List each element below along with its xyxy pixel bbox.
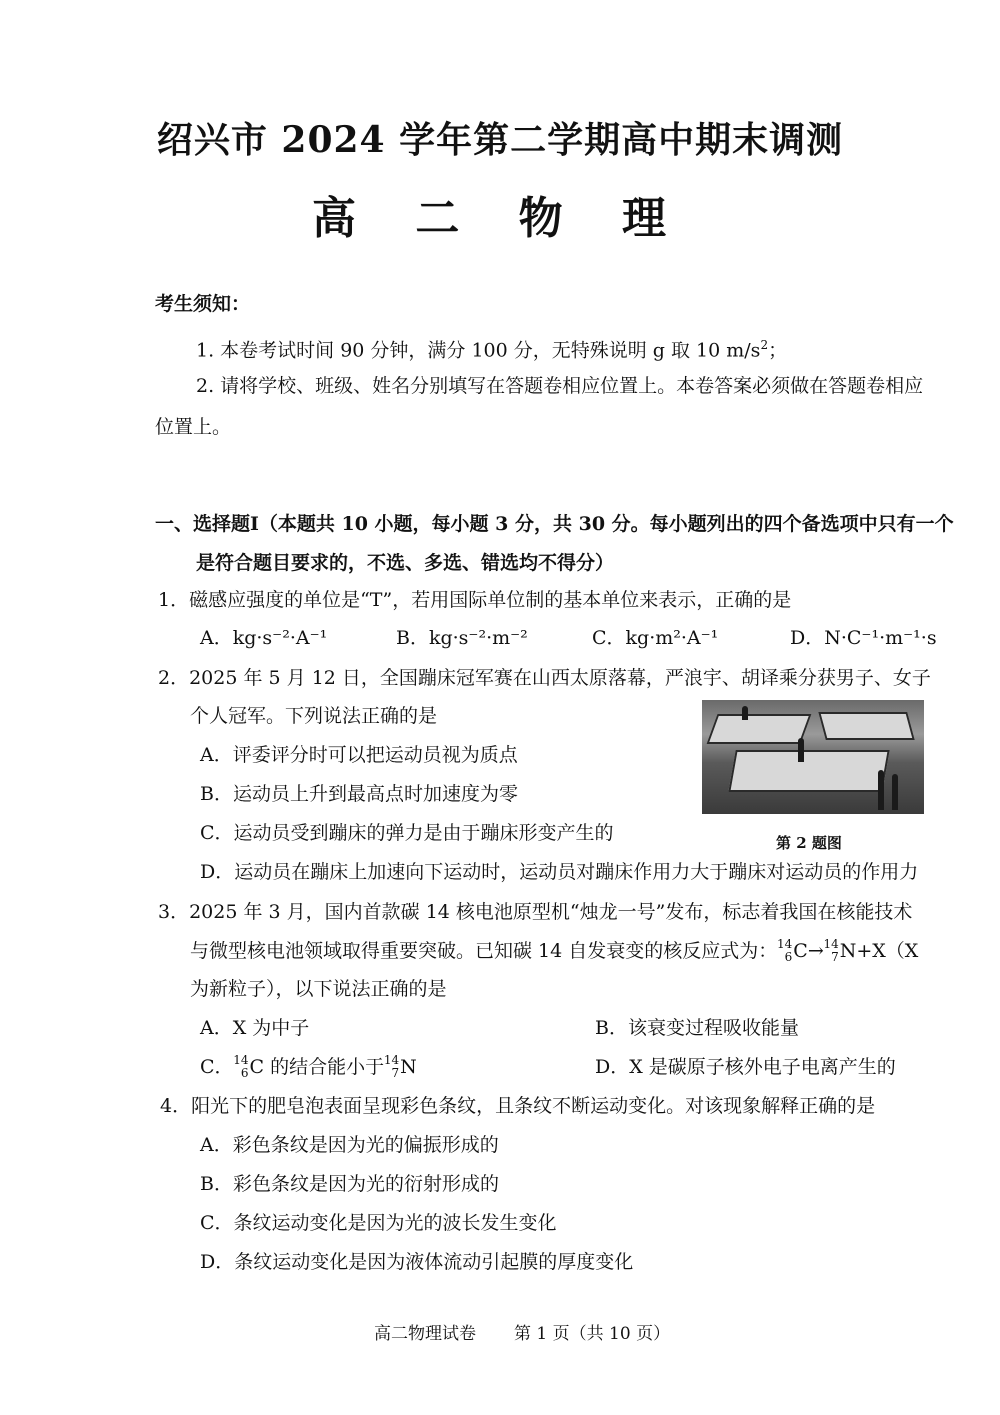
q4-option-b: B．彩色条纹是因为光的衍射形成的 xyxy=(200,1173,499,1195)
notice-heading: 考生须知： xyxy=(155,293,251,315)
q3-option-c xyxy=(200,1055,417,1079)
notice-item-2-line1: 2. 请将学校、班级、姓名分别填写在答题卷相应位置上。本卷答案必须做在答题卷相应 xyxy=(196,375,924,397)
q3-stem-line2 xyxy=(190,939,918,963)
carbon-nuclide-notation xyxy=(234,1055,250,1079)
nitrogen-atomic-number: 7 xyxy=(391,1066,400,1080)
q1-option-b: B．kg·s⁻²·m⁻² xyxy=(396,627,528,649)
q3-option-d: D．X 是碳原子核外电子电离产生的 xyxy=(595,1056,896,1078)
reaction-tail: +X（X xyxy=(856,940,919,962)
q2-stem-line1: 2．2025 年 5 月 12 日，全国蹦床冠军赛在山西太原落幕，严浪宇、胡译乘分获男子、女子 xyxy=(158,667,931,689)
person-figure xyxy=(878,770,884,810)
nitrogen-mass-number: 14 xyxy=(823,937,839,951)
carbon-mass-number: 14 xyxy=(776,937,793,951)
q3-option-c-text: C 的结合能小于 xyxy=(249,1056,385,1078)
carbon-atomic-number: 6 xyxy=(240,1066,249,1080)
q3-option-c-label: C． xyxy=(200,1056,234,1078)
section1-heading-line2: 是符合题目要求的，不选、多选、错选均不得分） xyxy=(196,552,615,574)
nitrogen-mass-number: 14 xyxy=(383,1053,400,1067)
trampoline-bed xyxy=(707,714,812,744)
trampoline-bed xyxy=(818,712,915,740)
reaction-arrow: → xyxy=(807,940,824,962)
q2-figure-caption: 第 2 题图 xyxy=(776,834,842,852)
nitrogen-symbol: N xyxy=(400,1056,417,1078)
nitrogen-nuclide-notation xyxy=(824,939,840,963)
notice-item-1-text: 1. 本卷考试时间 90 分钟，满分 100 分，无特殊说明 g 取 10 m/s xyxy=(196,339,761,362)
carbon-nuclide-notation xyxy=(777,939,793,963)
q1-option-c: C．kg·m²·A⁻¹ xyxy=(592,627,719,649)
footer-paper-name: 高二物理试卷 xyxy=(374,1324,476,1344)
nitrogen-nuclide-notation xyxy=(384,1055,400,1079)
carbon-atomic-number: 6 xyxy=(784,950,793,964)
footer-page-info: 第 1 页（共 10 页） xyxy=(514,1324,671,1344)
carbon-symbol: C xyxy=(793,940,808,962)
person-figure xyxy=(742,706,748,720)
carbon-mass-number: 14 xyxy=(233,1053,249,1067)
q4-option-a: A．彩色条纹是因为光的偏振形成的 xyxy=(200,1134,499,1156)
nitrogen-symbol: N xyxy=(839,940,857,962)
q3-option-a: A．X 为中子 xyxy=(200,1017,310,1039)
trampoline-bed xyxy=(728,750,889,792)
q2-stem-line2: 个人冠军。下列说法正确的是 xyxy=(190,705,438,727)
q4-stem: 4．阳光下的肥皂泡表面呈现彩色条纹，且条纹不断运动变化。对该现象解释正确的是 xyxy=(160,1095,876,1117)
exam-title: 绍兴市 2024 学年第二学期高中期末调测 xyxy=(156,119,844,161)
athlete-figure xyxy=(798,738,804,762)
section1-heading-line1: 一、选择题Ⅰ（本题共 10 小题，每小题 3 分，共 30 分。每小题列出的四个备选项中只有一个 xyxy=(155,513,954,535)
q1-stem: 1．磁感应强度的单位是“T”，若用国际单位制的基本单位来表示，正确的是 xyxy=(158,589,792,611)
q2-option-d: D．运动员在蹦床上加速向下运动时，运动员对蹦床作用力大于蹦床对运动员的作用力 xyxy=(200,861,919,883)
q2-option-c: C．运动员受到蹦床的弹力是由于蹦床形变产生的 xyxy=(200,822,614,844)
subject-title: 高 二 物 理 xyxy=(312,193,688,244)
notice-item-1-sup: 2 xyxy=(760,338,769,352)
q4-option-c: C．条纹运动变化是因为光的波长发生变化 xyxy=(200,1212,557,1234)
person-figure xyxy=(892,774,898,810)
trampoline-photo xyxy=(702,700,924,814)
q3-stem-line3: 为新粒子），以下说法正确的是 xyxy=(190,978,447,1000)
q3-stem-line1: 3．2025 年 3 月，国内首款碳 14 核电池原型机“烛龙一号”发布，标志着我国在核能技术 xyxy=(158,901,913,923)
q1-option-a: A．kg·s⁻²·A⁻¹ xyxy=(200,627,328,649)
notice-item-2-line2: 位置上。 xyxy=(155,416,232,438)
q2-option-a: A．评委评分时可以把运动员视为质点 xyxy=(200,744,518,766)
q3-stem-line2-text: 与微型核电池领域取得重要突破。已知碳 14 自发衰变的核反应式为： xyxy=(190,940,778,962)
q2-option-b: B．运动员上升到最高点时加速度为零 xyxy=(200,783,518,805)
q4-option-d: D．条纹运动变化是因为液体流动引起膜的厚度变化 xyxy=(200,1251,634,1273)
notice-item-1-suffix: ； xyxy=(768,339,788,362)
nitrogen-atomic-number: 7 xyxy=(831,950,839,964)
q3-option-b: B．该衰变过程吸收能量 xyxy=(595,1017,799,1039)
notice-item-1 xyxy=(196,333,787,362)
q1-option-d: D．N·C⁻¹·m⁻¹·s xyxy=(790,627,937,649)
